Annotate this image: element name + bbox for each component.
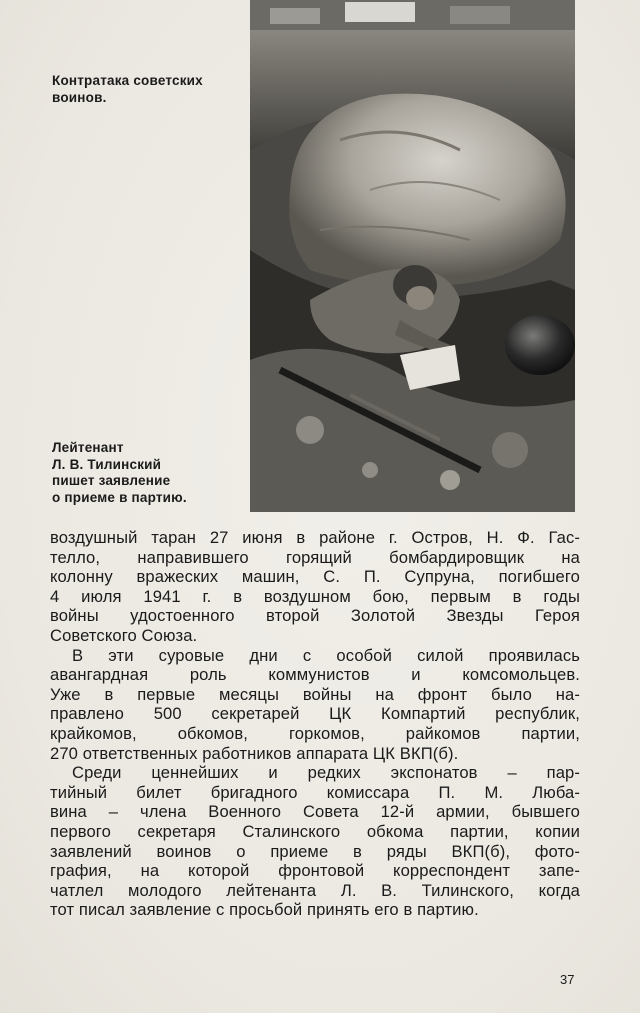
caption-line: пишет заявление xyxy=(52,473,171,488)
caption-line: Л. В. Тилинский xyxy=(52,456,162,472)
caption-line: о приеме в партию. xyxy=(52,489,187,505)
text-line: авангардная роль коммунистов и комсомольцев. xyxy=(50,665,580,685)
text-line: Советского Союза. xyxy=(50,625,198,645)
text-line: заявлений воинов о приеме в ряды ВКП(б), фото- xyxy=(50,841,580,861)
paragraph xyxy=(50,646,580,764)
soldier-writing-photo xyxy=(250,0,575,512)
text-line: вина – члена Военного Совета 12-й армии, бывшего xyxy=(50,802,580,822)
text-line: тийный билет бригадного комиссара П. М. Люба- xyxy=(50,782,580,802)
text-line: графия, на которой фронтовой корреспондент запе- xyxy=(50,861,580,881)
text-line: колонну вражеских машин, С. П. Супруна, погибшего xyxy=(50,567,580,587)
text-line: правлено 500 секретарей ЦК Компартий республик, xyxy=(50,704,580,724)
paragraph xyxy=(50,763,580,920)
page-number: 37 xyxy=(560,972,575,987)
caption-line: Лейтенант xyxy=(52,440,124,455)
text-line: телло, направившего горящий бомбардировщик на xyxy=(50,547,580,567)
text-line: 4 июля 1941 г. в воздушном бою, первым в годы xyxy=(50,586,580,606)
text-line: 270 ответственных работников аппарата ЦК ВКП(б). xyxy=(50,743,459,763)
body-text xyxy=(50,528,580,920)
text-line: первого секретаря Сталинского обкома партии, копии xyxy=(50,821,580,841)
caption-line: Контратака советских xyxy=(52,73,203,88)
paragraph xyxy=(50,528,580,646)
text-line: войны удостоенного второй Золотой Звезды Героя xyxy=(50,606,580,626)
text-line: тот писал заявление с просьбой принять его в партию. xyxy=(50,900,479,920)
text-line: Уже в первые месяцы войны на фронт было на- xyxy=(50,684,580,704)
text-line: воздушный таран 27 июня в районе г. Остров, Н. Ф. Гас- xyxy=(50,528,580,547)
photo-caption-bottom xyxy=(52,440,187,506)
photo-caption-top xyxy=(52,73,203,106)
caption-line: воинов. xyxy=(52,89,107,105)
text-line: крайкомов, обкомов, горкомов, райкомов партии, xyxy=(50,723,580,743)
text-line: Среди ценнейших и редких экспонатов – пар- xyxy=(72,763,580,783)
text-line: чатлел молодого лейтенанта Л. В. Тилинского, когда xyxy=(50,880,580,900)
text-line: В эти суровые дни с особой силой проявилась xyxy=(72,645,580,665)
